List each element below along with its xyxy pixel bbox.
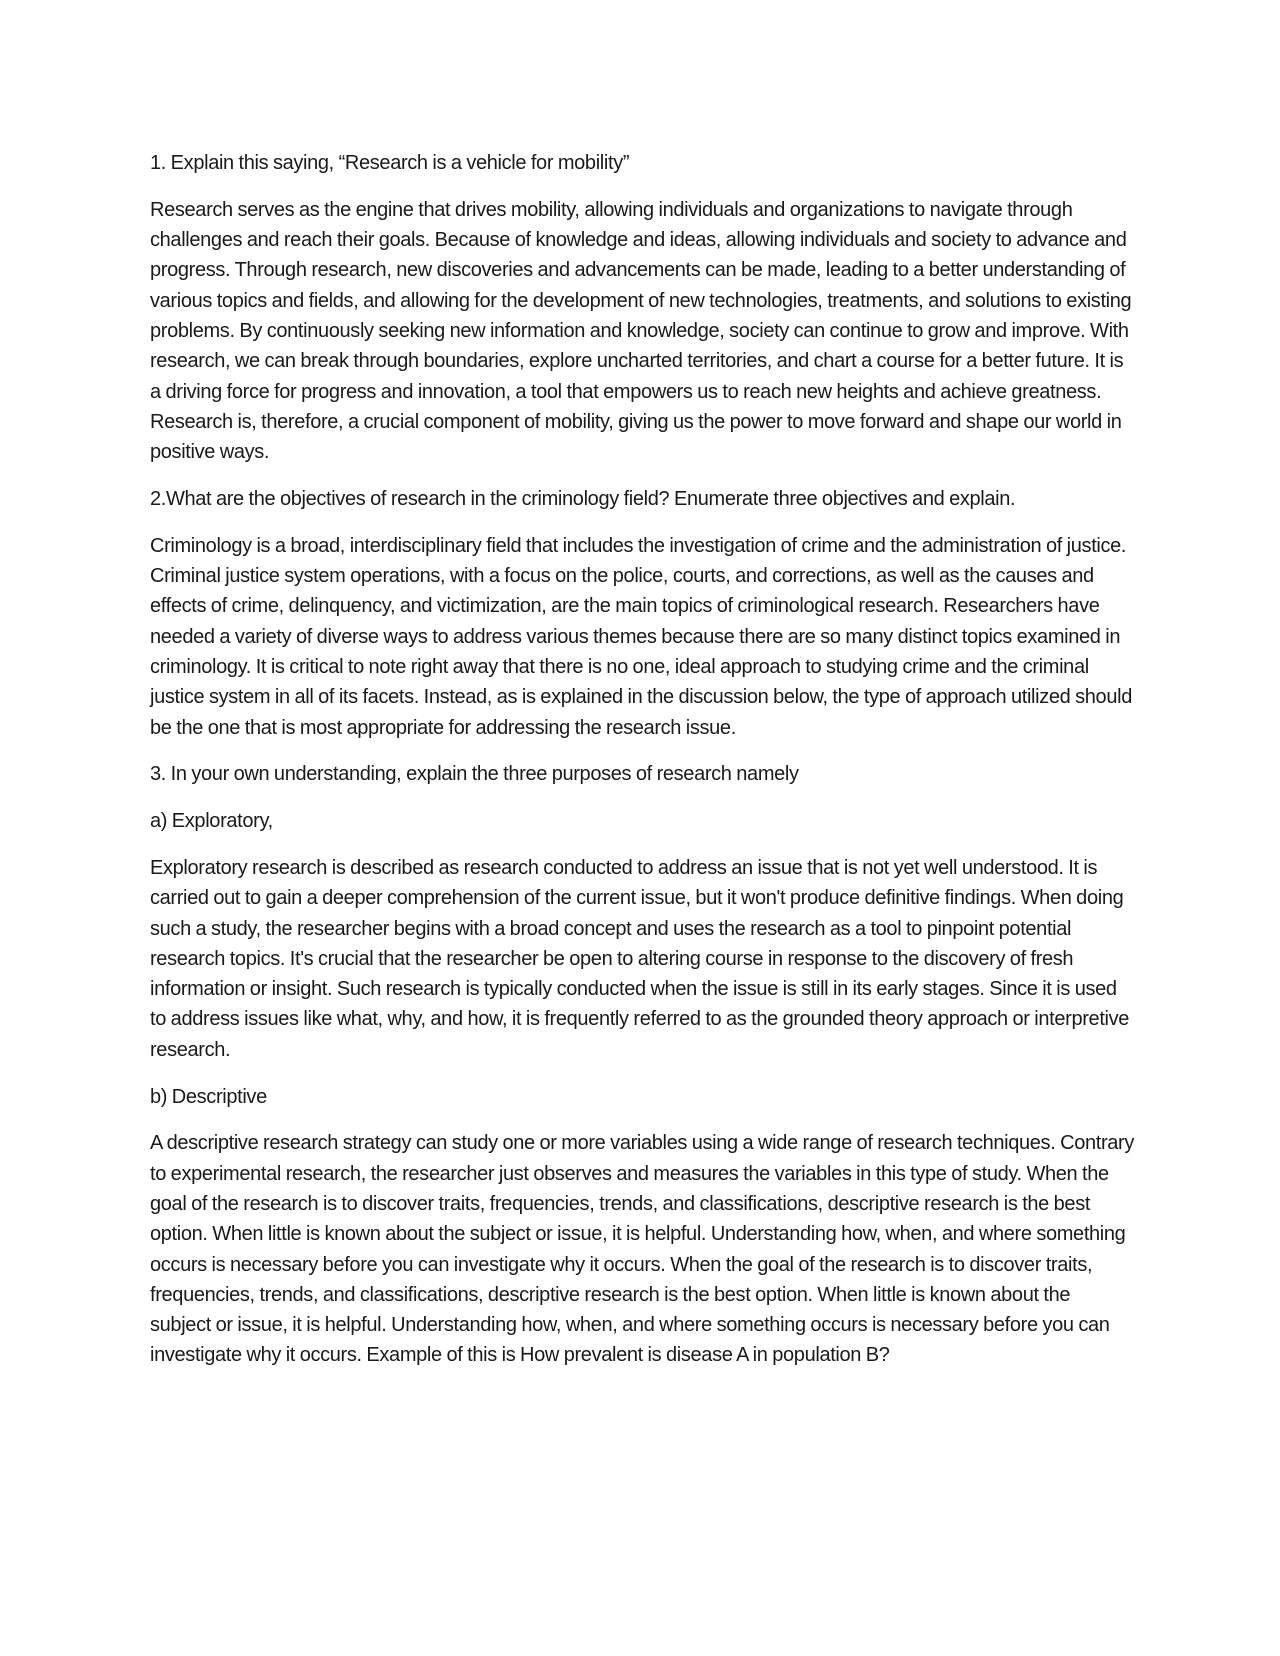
- subheading-descriptive: b) Descriptive: [150, 1085, 267, 1108]
- subheading-exploratory: a) Exploratory,: [150, 810, 273, 833]
- question-2: 2.What are the objectives of research in the criminology field? Enumerate three objectives and explain.: [150, 487, 1016, 510]
- answer-exploratory: Exploratory research is described as research conducted to address an issue that is not yet well understood. It is carried out to gain a deeper comprehension of the current issue, but it won't produce definitive findings. When doing such a study, the researcher begins with a broad concept and uses the research as a tool to pinpoint potential research topics. It's crucial that the researcher be open to altering course in response to the discovery of fresh information or insight. Such research is typically conducted when the issue is still in its early stages. Since it is used to address issues like what, why, and how, it is frequently referred to as the grounded theory approach or interpretive research.: [150, 856, 1130, 1061]
- answer-descriptive: A descriptive research strategy can study one or more variables using a wide range of research techniques. Contrary to experimental research, the researcher just observes and measures the variables in this type of study. When the goal of the research is to discover traits, frequencies, trends, and classifications, descriptive research is the best option. When little is known about the subject or issue, it is helpful. Understanding how, when, and where something occurs is necessary before you can investigate why it occurs. When the goal of the research is to discover traits, frequencies, trends, and classifications, descriptive research is the best option. When little is known about the subject or issue, it is helpful. Understanding how, when, and where something occurs is necessary before you can investigate why it occurs. Example of this is How prevalent is disease A in population B?: [150, 1132, 1135, 1367]
- answer-1: Research serves as the engine that drives mobility, allowing individuals and organizations to navigate through challenges and reach their goals. Because of knowledge and ideas, allowing individuals and society to advance and progress. Through research, new discoveries and advancements can be made, leading to a better understanding of various topics and fields, and allowing for the development of new technologies, treatments, and solutions to existing problems. By continuously seeking new information and knowledge, society can continue to grow and improve. With research, we can break through boundaries, explore uncharted territories, and chart a course for a better future. It is a driving force for progress and innovation, a tool that empowers us to reach new heights and achieve greatness. Research is, therefore, a crucial component of mobility, giving us the power to move forward and shape our world in positive ways.: [150, 198, 1132, 464]
- question-1: 1. Explain this saying, “Research is a vehicle for mobility”: [150, 152, 630, 174]
- question-3: 3. In your own understanding, explain the three purposes of research namely: [150, 763, 799, 786]
- document-page: [150, 148, 1135, 1387]
- answer-2: Criminology is a broad, interdisciplinary field that includes the investigation of crime and the administration of justice. Criminal justice system operations, with a focus on the police, courts, and corrections, as well as the causes and effects of crime, delinquency, and victimization, are the main topics of criminological research. Researchers have needed a variety of diverse ways to address various themes because there are so many distinct topics examined in criminology. It is critical to note right away that there is no one, ideal approach to studying crime and the criminal justice system in all of its facets. Instead, as is explained in the discussion below, the type of approach utilized should be the one that is most appropriate for addressing the research issue.: [150, 534, 1132, 739]
